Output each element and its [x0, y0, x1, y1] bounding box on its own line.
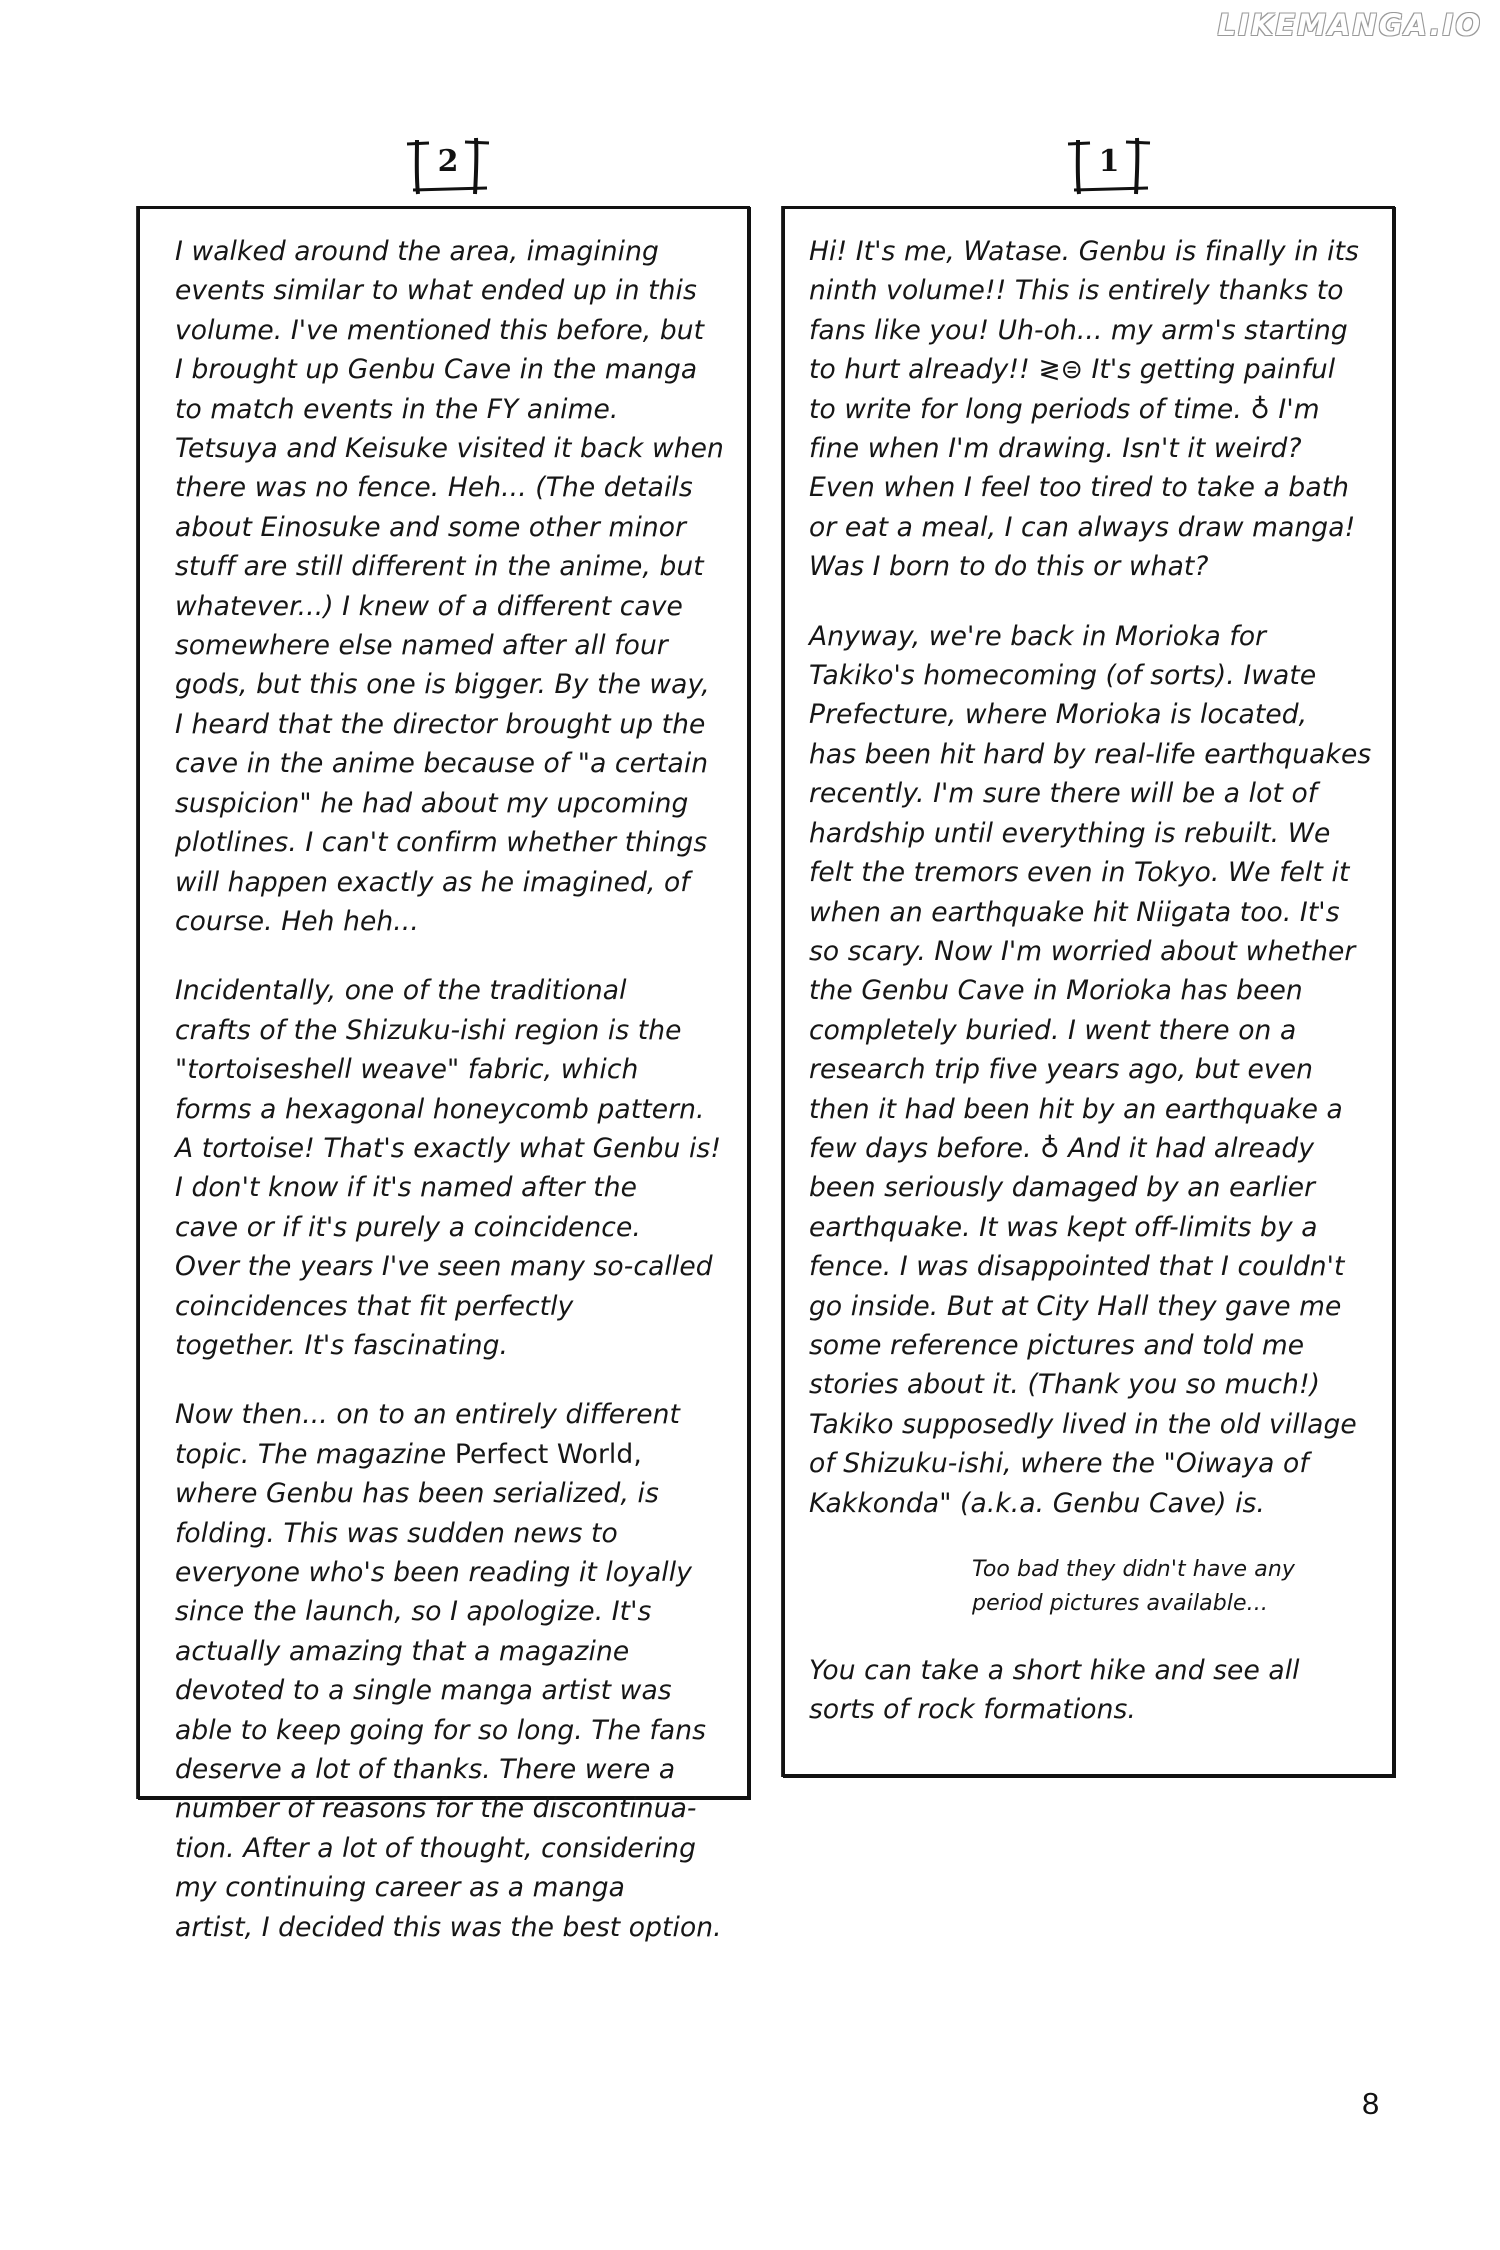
paragraph-text: Now then... on to an entirely different topic. The magazine	[175, 1399, 680, 1470]
side-note: Too bad they didn't have any period pictures available...	[972, 1557, 1296, 1616]
page-number: 8	[1362, 2086, 1380, 2121]
left-column-text	[175, 232, 737, 1977]
right-column-text	[809, 232, 1383, 1760]
paragraph: Hi! It's me, Watase. Genbu is finally in its ninth volume!! This is entirely thanks to fans like you! Uh-oh... my arm's starting to hurt already!! ≷⊜ It's getting painful to write for long periods of time. ♁ I'm fine when I'm drawing. Isn't it weird? Even when I feel too tired to take a bath or eat a meal, I can always draw manga! Was I born to do this or what?	[809, 236, 1359, 583]
magazine-title: Perfect World,	[454, 1438, 642, 1470]
section-marker-right	[1064, 130, 1154, 200]
paragraph: You can take a short hike and see all sorts of rock formations.	[809, 1655, 1300, 1726]
paragraph: Anyway, we're back in Morioka for Takiko's homecoming (of sorts). Iwate Prefecture, where Morioka is located, has been hit hard by real-life earthquakes recently. I'm sure there will be a lot of hardship until everything is rebuilt. We felt the tremors even in Tokyo. We felt it when an earthquake hit Niigata too. It's so scary. Now I'm worried about whether the Genbu Cave in Morioka has been completely buried. I went there on a research trip five years ago, but even then it had been hit by an earthquake a few days before. ♁ And it had already been seriously damaged by an earlier earthquake. It was kept off-limits by a fence. I was disappointed that I couldn't go inside. But at City Hall they gave me some reference pictures and told me stories about it. (Thank you so much!) Takiko supposedly lived in the old village of Shizuku-ishi, where the "Oiwaya of Kakkonda" (a.k.a. Genbu Cave) is.	[809, 620, 1372, 1519]
paragraph-text: where Genbu has been serialized, is folding. This was sudden news to everyone who's been reading it loyally since the launch, so I apologize. It's actually amazing that a magazine devoted to a single manga artist was able to keep going for so long. The fans deserve a lot of thanks. There were a number of reasons for the discontinua- tion. After a lot of thought, considering my continuing career as a manga artist, I decided this was the best option.	[175, 1478, 722, 1943]
section-number: 2	[437, 144, 459, 179]
paragraph: Incidentally, one of the traditional crafts of the Shizuku-ishi region is the "tortoiseshell weave" fabric, which forms a hexagonal honeycomb pattern. A tortoise! That's exactly what Genbu is! I don't know if it's named after the cave or if it's purely a coincidence. Over the years I've seen many so-called coincidences that fit perfectly together. It's fascinating.	[175, 975, 722, 1361]
section-marker-left	[403, 130, 493, 200]
section-number: 1	[1098, 144, 1120, 179]
paragraph: I walked around the area, imagining events similar to what ended up in this volume. I've mentioned this before, but I brought up Genbu Cave in the manga to match events in the FY anime. Tetsuya and Keisuke visited it back when there was no fence. Heh... (The details about Einosuke and some other minor stuff are still different in the anime, but whatever...) I knew of a different cave somewhere else named after all four gods, but this one is bigger. By the way, I heard that the director brought up the cave in the anime because of "a certain suspicion" he had about my upcoming plotlines. I can't confirm whether things will happen exactly as he imagined, of course. Heh heh...	[175, 236, 724, 937]
paragraph	[175, 1395, 737, 1947]
site-watermark: LIKEMANGA.IO	[1217, 8, 1482, 42]
